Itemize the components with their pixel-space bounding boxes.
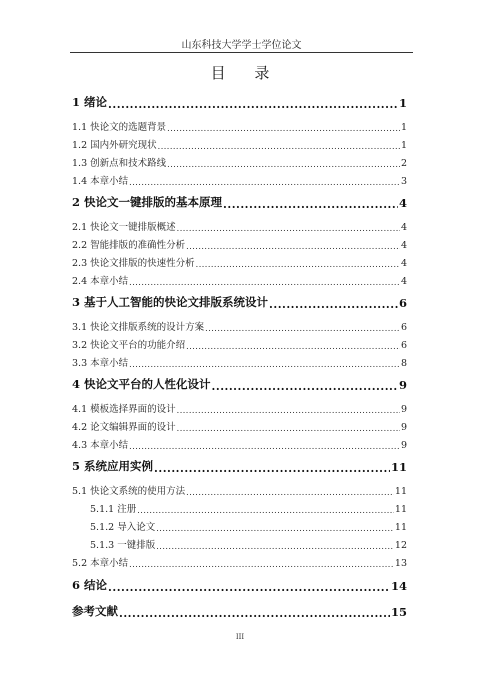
toc-entry-page: 14	[390, 579, 407, 593]
toc-entry-number: 5.1.2	[90, 522, 115, 533]
toc-entry[interactable]	[72, 173, 407, 187]
toc-entry-number: 5.1	[72, 486, 88, 497]
toc-entry-text: 快论文排版系统的设计方案	[90, 322, 205, 333]
toc-entry-text: 创新点和技术路线	[90, 158, 167, 169]
page-number: III	[235, 633, 245, 641]
toc-entry-page: 11	[394, 486, 407, 497]
toc-dot-leader	[129, 279, 400, 287]
toc-entry-text: 国内外研究现状	[90, 140, 157, 151]
toc-entry[interactable]	[72, 458, 407, 474]
toc-entry[interactable]	[72, 577, 407, 593]
toc-entry[interactable]	[72, 137, 407, 151]
toc-entry-title	[72, 119, 166, 133]
toc-entry-number: 5.1.3	[90, 540, 115, 551]
running-header: 山东科技大学学士学位论文	[181, 40, 302, 51]
toc-dot-leader	[129, 561, 394, 569]
toc-entry-page: 1	[400, 122, 407, 133]
toc-entry[interactable]	[72, 294, 407, 310]
toc-entry-title	[72, 219, 176, 233]
toc-dot-leader	[156, 543, 394, 551]
toc-dot-leader	[212, 381, 398, 392]
toc-dot-leader	[177, 425, 400, 433]
toc-entry-text: 快论文系统的使用方法	[90, 486, 186, 497]
toc-entry-page: 11	[390, 460, 407, 474]
toc-entry-title	[72, 501, 136, 515]
toc-entry-text: 本章小结	[90, 558, 129, 569]
toc-entry[interactable]	[72, 237, 407, 251]
toc-entry[interactable]	[72, 194, 407, 210]
toc-entry-number: 1.2	[72, 140, 88, 151]
toc-dot-leader	[108, 582, 390, 593]
toc-entry-title	[72, 401, 176, 415]
toc-dot-leader	[154, 463, 390, 474]
toc-entry-page: 6	[400, 322, 407, 333]
toc-entry-text: 快论文平台的功能介绍	[90, 340, 186, 351]
toc-entry[interactable]	[72, 155, 407, 169]
toc-entry-text: 模板选择界面的设计	[90, 404, 176, 415]
toc-entry-number: 4.3	[72, 440, 88, 451]
toc-entry-text: 本章小结	[90, 358, 129, 369]
toc-entry-number: 1.3	[72, 158, 88, 169]
toc-entry-page: 9	[400, 404, 407, 415]
toc-dot-leader	[186, 489, 394, 497]
toc-entry-page: 4	[400, 258, 407, 269]
header-rule	[70, 52, 413, 53]
toc-entry-text: 智能排版的准确性分析	[90, 240, 186, 251]
toc-entry-text: 注册	[117, 504, 137, 515]
toc-entry-page: 4	[400, 222, 407, 233]
toc-dot-leader	[129, 443, 400, 451]
toc-entry-number: 5	[72, 459, 81, 473]
toc-entry-text: 绪论	[84, 95, 108, 109]
toc-entry-number: 2.4	[72, 276, 88, 287]
toc-dot-leader	[186, 343, 400, 351]
toc-entry-page: 1	[398, 96, 407, 110]
toc-entry[interactable]	[72, 273, 407, 287]
toc-entry-number: 3	[72, 295, 81, 309]
toc-entry-page: 11	[394, 504, 407, 515]
toc-dot-leader	[177, 225, 400, 233]
toc-entry[interactable]	[72, 483, 407, 497]
toc-entry[interactable]	[72, 603, 407, 619]
toc-entry-title	[72, 194, 222, 210]
toc-entry-title	[72, 376, 211, 392]
toc-entry-page: 4	[400, 276, 407, 287]
toc-dot-leader	[167, 161, 400, 169]
toc-entry-text: 本章小结	[90, 276, 129, 287]
toc-entry[interactable]	[72, 519, 407, 533]
toc-dot-leader	[158, 143, 400, 151]
toc-entry-title	[72, 483, 185, 497]
toc-entry-title	[72, 458, 153, 474]
toc-entry-page: 9	[400, 440, 407, 451]
toc-entry-title	[72, 255, 195, 269]
toc-entry[interactable]	[72, 401, 407, 415]
toc-entry-text: 一键排版	[117, 540, 156, 551]
toc-entry-title	[72, 537, 155, 551]
toc-entry-title	[72, 355, 128, 369]
toc-entry-text: 本章小结	[90, 176, 129, 187]
toc-entry[interactable]	[72, 337, 407, 351]
toc-entry-number: 2.2	[72, 240, 88, 251]
toc-entry[interactable]	[72, 319, 407, 333]
toc-entry-title	[72, 294, 268, 310]
toc-entry-title	[72, 173, 128, 187]
toc-entry-text: 结论	[84, 578, 108, 592]
toc-entry-number: 3.1	[72, 322, 88, 333]
toc-entry-text: 快论文排版的快速性分析	[90, 258, 195, 269]
toc-entry-page: 2	[400, 158, 407, 169]
toc-entry[interactable]	[72, 219, 407, 233]
toc-entry-page: 4	[400, 240, 407, 251]
toc-entry[interactable]	[72, 376, 407, 392]
toc-entry-text: 快论文平台的人性化设计	[84, 377, 211, 391]
toc-entry-title	[72, 337, 185, 351]
toc-entry-number: 3.2	[72, 340, 88, 351]
toc-dot-leader	[269, 299, 398, 310]
toc-entry[interactable]	[72, 255, 407, 269]
toc-dot-leader	[129, 361, 400, 369]
toc-dot-leader	[196, 261, 400, 269]
toc-entry-number: 3.3	[72, 358, 88, 369]
toc-entry-title	[72, 437, 128, 451]
toc-entry-title	[72, 237, 185, 251]
toc-entry-number: 2	[72, 195, 81, 209]
toc-dot-leader	[119, 608, 390, 619]
toc-title: 目 录	[210, 64, 282, 82]
toc-entry[interactable]	[72, 355, 407, 369]
toc-entry-number: 5.2	[72, 558, 88, 569]
toc-entry-title	[72, 273, 128, 287]
toc-dot-leader	[186, 243, 400, 251]
toc-entry-number: 4.2	[72, 422, 88, 433]
toc-dot-leader	[167, 125, 400, 133]
toc-entry[interactable]	[72, 555, 407, 569]
toc-dot-leader	[137, 507, 394, 515]
toc-entry-title	[72, 519, 155, 533]
toc-entry-text: 基于人工智能的快论文排版系统设计	[84, 295, 269, 309]
toc-entry-page: 11	[394, 522, 407, 533]
toc-entry-page: 3	[400, 176, 407, 187]
toc-entry-number: 1.1	[72, 122, 88, 133]
toc-entry-title	[72, 603, 118, 619]
toc-dot-leader	[223, 199, 398, 210]
toc-entry[interactable]	[72, 94, 407, 110]
toc-entry-title	[72, 555, 128, 569]
toc-entry-page: 4	[398, 196, 407, 210]
toc-entry-page: 8	[400, 358, 407, 369]
toc-entry-text: 导入论文	[117, 522, 156, 533]
toc-entry-page: 1	[400, 140, 407, 151]
toc-entry-title	[72, 137, 157, 151]
toc-entry-page: 9	[400, 422, 407, 433]
toc-entry-number: 1.4	[72, 176, 88, 187]
toc-entry-text: 本章小结	[90, 440, 129, 451]
toc-entry-text: 快论文一键排版的基本原理	[84, 195, 223, 209]
toc-entry-page: 6	[398, 296, 407, 310]
toc-entry-number: 2.1	[72, 222, 88, 233]
toc-entry[interactable]	[72, 437, 407, 451]
toc-entry-text: 系统应用实例	[84, 459, 154, 473]
toc-entry-number: 4.1	[72, 404, 88, 415]
toc-entry-page: 9	[398, 378, 407, 392]
toc-entry-page: 12	[394, 540, 407, 551]
toc-entry[interactable]	[72, 419, 407, 433]
toc-entry-page: 6	[400, 340, 407, 351]
toc-entry-number: 4	[72, 377, 81, 391]
toc-entry-text: 论文编辑界面的设计	[90, 422, 176, 433]
toc-dot-leader	[108, 99, 398, 110]
toc-entry-title	[72, 577, 107, 593]
toc-entry-page: 13	[394, 558, 407, 569]
toc-entry-title	[72, 155, 166, 169]
toc-dot-leader	[156, 525, 394, 533]
toc-entry-title	[72, 319, 204, 333]
toc-entry-number: 6	[72, 578, 81, 592]
toc-entry-text: 快论文的选题背景	[90, 122, 167, 133]
toc-entry[interactable]	[72, 119, 407, 133]
toc-entry-number: 5.1.1	[90, 504, 115, 515]
toc-entry-number: 1	[72, 95, 81, 109]
toc-entry-number: 2.3	[72, 258, 88, 269]
toc-entry-title	[72, 94, 107, 110]
toc-entry-page: 15	[390, 605, 407, 619]
toc-entry[interactable]	[72, 501, 407, 515]
toc-dot-leader	[205, 325, 400, 333]
toc-entry-text: 快论文一键排版概述	[90, 222, 176, 233]
toc-entry-title	[72, 419, 176, 433]
toc-dot-leader	[177, 407, 400, 415]
toc-entry[interactable]	[72, 537, 407, 551]
toc-dot-leader	[129, 179, 400, 187]
toc-entry-text: 参考文献	[72, 604, 118, 618]
